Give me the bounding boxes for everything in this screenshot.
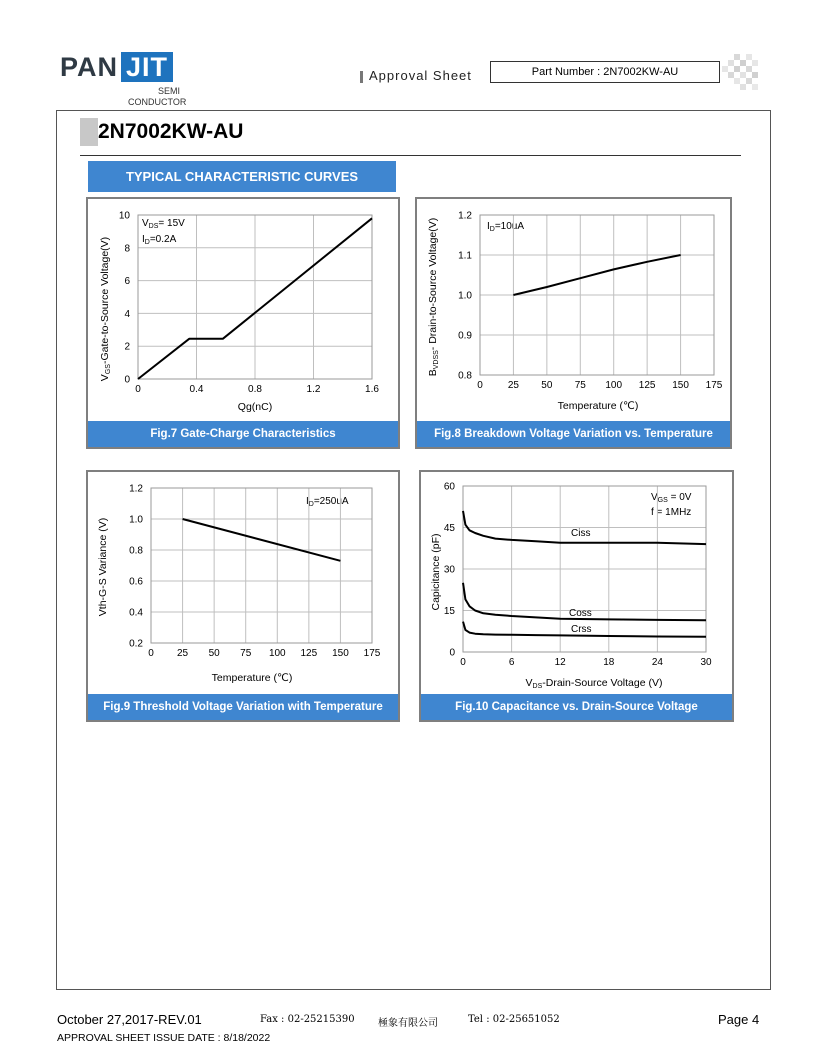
x-tick-label: 0.8 — [248, 384, 262, 395]
approval-bar-icon — [360, 71, 363, 83]
figure-8-caption: Fig.8 Breakdown Voltage Variation vs. Temperature — [417, 421, 730, 447]
annotation-vds: $V_{DS}= 15V$ — [142, 218, 185, 230]
annotation-id: $I_D=0.2A$ — [142, 234, 177, 246]
series-line — [513, 255, 680, 295]
xlabel-main: V — [525, 677, 533, 689]
y-tick-label: 1.2 — [458, 210, 472, 222]
x-tick-label: 50 — [541, 380, 553, 391]
x-tick-label: 1.6 — [365, 384, 379, 395]
y-tick-label: 0.8 — [458, 370, 472, 382]
xlabel-sub: DS — [532, 683, 543, 690]
footer-company: 極象有限公司 — [378, 1018, 438, 1029]
x-tick-label: 125 — [638, 380, 656, 391]
footer-issue-date: APPROVAL SHEET ISSUE DATE : 8/18/2022 — [57, 1032, 271, 1044]
annotation-id: $I_D=250uA$ — [306, 496, 349, 508]
y-tick-label: 45 — [443, 523, 455, 534]
x-tick-label: 75 — [240, 648, 252, 659]
figure-9-caption: Fig.9 Threshold Voltage Variation with Temperature — [88, 694, 398, 720]
y-tick-label: 8 — [124, 243, 130, 255]
y-tick-label: 0.9 — [458, 330, 472, 342]
logo-sub-conductor: CONDUCTOR — [128, 97, 187, 107]
ylabel-sub: GS — [105, 364, 112, 375]
x-tick-label: 1.2 — [306, 384, 321, 395]
y-tick-label: 1.0 — [458, 290, 472, 302]
title-divider — [80, 155, 741, 156]
x-tick-label: 125 — [300, 648, 318, 659]
annotation-freq: f = 1MHz — [651, 507, 692, 518]
x-tick-label: 0 — [460, 657, 466, 668]
x-tick-label: 6 — [508, 657, 515, 668]
y-tick-label: 1.0 — [129, 514, 143, 526]
annotation-vgs: $V_{GS} = 0V$ — [651, 492, 692, 504]
y-tick-label: 0.6 — [129, 576, 143, 588]
figure-7-caption: Fig.7 Gate-Charge Characteristics — [88, 421, 398, 447]
x-tick-label: 0 — [148, 648, 154, 659]
logo-subtitle — [128, 86, 187, 108]
document-title: 2N7002KW-AU — [98, 120, 244, 143]
x-tick-label: 150 — [672, 380, 689, 391]
footer-tel: Tel : 02-25651052 — [468, 1014, 560, 1025]
x-tick-label: 0 — [135, 384, 141, 395]
x-tick-label: 12 — [554, 657, 566, 668]
checker-pattern-icon — [722, 54, 758, 90]
logo-sub-semi: SEMI — [157, 86, 180, 96]
x-tick-label: 150 — [332, 648, 349, 659]
figure-9-chart — [88, 472, 398, 694]
part-number-box: Part Number : 2N7002KW-AU — [490, 61, 720, 83]
y-tick-label: 0.4 — [129, 607, 143, 619]
y-tick-label: 1.2 — [129, 483, 143, 495]
y-axis-label: Vth-G-S Variance (V) — [97, 517, 109, 617]
y-tick-label: 0.2 — [129, 638, 143, 650]
ylabel-main: B — [427, 369, 439, 377]
y-tick-label: 15 — [443, 606, 455, 617]
xlabel-rest: -Drain-Source Voltage (V) — [542, 677, 663, 689]
figure-8-chart — [417, 199, 730, 421]
ylabel-rest: -Gate-to-Source Voltage(V) — [99, 236, 111, 365]
y-axis-label — [427, 218, 440, 377]
figure-7-chart — [88, 199, 398, 421]
y-tick-label: 1.1 — [458, 250, 472, 262]
y-tick-label: 6 — [124, 276, 130, 288]
series-label-crss: Crss — [571, 624, 592, 635]
y-tick-label: 0 — [124, 374, 130, 386]
y-tick-label: 10 — [118, 210, 130, 222]
figure-10-caption: Fig.10 Capacitance vs. Drain-Source Voltage — [421, 694, 732, 720]
figure-10-chart — [421, 472, 732, 694]
ylabel-main: V — [99, 374, 111, 382]
footer-page-number: Page 4 — [718, 1012, 760, 1027]
svg-text:BVDSS- Drain-to-Source Voltage — [427, 218, 440, 377]
series-label-coss: Coss — [569, 608, 592, 619]
x-tick-label: 25 — [507, 380, 519, 391]
y-tick-label: 0.8 — [129, 545, 143, 557]
figure-8-panel — [415, 197, 732, 449]
y-tick-label: 2 — [124, 341, 130, 353]
title-accent-bar — [80, 118, 98, 146]
x-tick-label: 100 — [268, 648, 286, 659]
company-logo — [60, 52, 173, 82]
x-axis-label: Temperature (℃) — [557, 400, 639, 412]
footer-date-rev: October 27,2017-REV.01 — [57, 1012, 202, 1027]
y-tick-label: 4 — [124, 308, 130, 320]
x-tick-label: 0 — [477, 380, 483, 391]
footer-fax: Fax : 02-25215390 — [260, 1014, 355, 1025]
x-tick-label: 175 — [705, 380, 723, 391]
plot-area-border — [151, 488, 372, 643]
ylabel-sub: VDSS — [433, 350, 440, 370]
logo-text-jit: JIT — [121, 52, 173, 82]
x-tick-label: 0.4 — [189, 384, 204, 395]
x-tick-label: 50 — [208, 648, 220, 659]
x-tick-label: 25 — [177, 648, 189, 659]
y-tick-label: 0 — [449, 647, 455, 659]
figure-10-panel — [419, 470, 734, 722]
figure-9-panel — [86, 470, 400, 722]
x-tick-label: 100 — [605, 380, 623, 391]
x-tick-label: 75 — [574, 380, 586, 391]
x-tick-label: 24 — [651, 657, 663, 668]
approval-text: Approval Sheet — [369, 68, 472, 83]
x-axis-label: Qg(nC) — [237, 401, 273, 413]
x-axis-label — [526, 677, 663, 690]
annotation-id: $I_D=10uA$ — [487, 221, 525, 233]
series-label-ciss: Ciss — [571, 528, 591, 539]
x-tick-label: 18 — [603, 657, 615, 668]
x-tick-label: 30 — [700, 657, 712, 668]
y-axis-label — [99, 237, 112, 381]
svg-text:VGS-Gate-to-Source Voltage(V) — [99, 237, 112, 381]
x-axis-label: Temperature (℃) — [211, 672, 293, 684]
section-title: TYPICAL CHARACTERISTIC CURVES — [88, 161, 396, 192]
figure-7-panel — [86, 197, 400, 449]
y-axis-label: Capicitance (pF) — [430, 533, 442, 611]
y-tick-label: 60 — [443, 481, 455, 493]
y-tick-label: 30 — [443, 564, 455, 576]
x-tick-label: 175 — [363, 648, 381, 659]
approval-sheet-label — [360, 68, 472, 83]
series-line — [183, 519, 341, 561]
ylabel-rest: - Drain-to-Source Voltage(V) — [427, 217, 439, 351]
logo-text-pan: PAN — [60, 52, 119, 82]
